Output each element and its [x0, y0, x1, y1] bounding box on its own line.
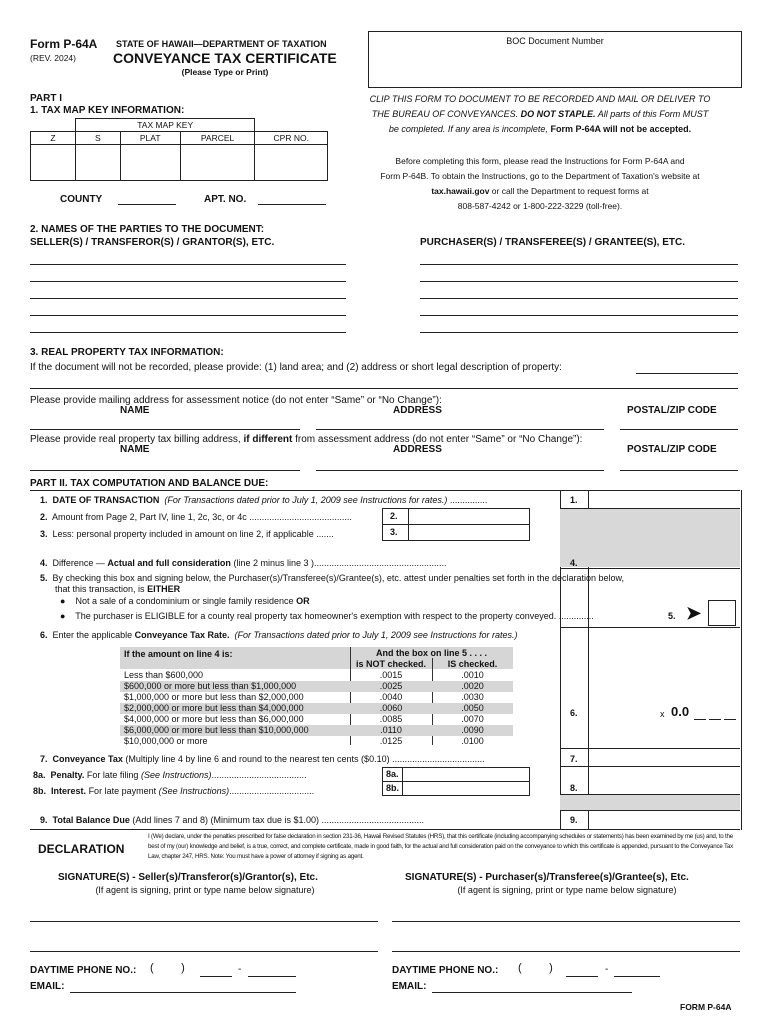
- rate-row: $1,000,000 or more but less than $2,000,000 .0040 .0030: [124, 692, 484, 702]
- form-title: CONVEYANCE TAX CERTIFICATE: [113, 50, 337, 66]
- line4-row: 4. Difference — Actual and full consideration (line 2 minus line 3 ).....................................................: [40, 558, 447, 568]
- tmk-col-parcel: PARCEL: [180, 132, 255, 145]
- seller-agent-note: (If agent is signing, print or type name below signature): [95, 885, 315, 895]
- billing-address-field[interactable]: [316, 470, 604, 471]
- clip-instruction-2: THE BUREAU OF CONVEYANCES. DO NOT STAPLE. All parts of this Form MUST: [371, 109, 709, 119]
- mailing-name-label: NAME: [120, 405, 150, 416]
- line8a-amount-field[interactable]: [402, 767, 530, 782]
- line1-rule: [560, 508, 740, 509]
- shaded-area-3: [560, 794, 740, 810]
- line6-multiply-sign: x: [660, 709, 665, 719]
- instructions-para-3: tax.hawaii.gov or call the Department to request forms at: [431, 186, 649, 196]
- line2-amount-field[interactable]: [408, 508, 530, 525]
- form-subtitle: (Please Type or Print): [181, 67, 269, 77]
- line7-num: 7.: [570, 754, 578, 764]
- rate-head-is-checked: IS checked.: [447, 659, 498, 669]
- declaration-text: I (We) declare, under the penalties prescribed for false declaration in section 231-36, Hawaii Revised Statutes (HRS), that this certificate (including accompanying schedules or statements) has been examined by me (us) and, to the best of my (our) knowledge and belief, is a true, correct, and complete certificate, made in good faith, for the actual and full consideration paid on the conveyance to which this certificate is appended, pursuant to the Conveyance Tax Law, chapter 247, HRS. Note: You must have a power of attorney if signing as agent.: [148, 833, 734, 860]
- purchaser-email-field[interactable]: [432, 992, 632, 993]
- tmk-plat-field[interactable]: [120, 145, 180, 181]
- line1-date-field[interactable]: [589, 491, 739, 507]
- line9-num: 9.: [570, 815, 578, 825]
- shaded-area-1: [560, 508, 740, 538]
- rpt-text: If the document will not be recorded, please provide: (1) land area; and (2) address or short legal description of property:: [30, 362, 562, 373]
- purchaser-email-label: EMAIL:: [392, 981, 427, 992]
- tmk-col-plat: PLAT: [120, 132, 180, 145]
- purchaser-line-3[interactable]: [420, 298, 738, 299]
- tmk-caption: TAX MAP KEY: [75, 119, 255, 132]
- mailing-name-field[interactable]: [30, 429, 300, 430]
- arrow-right-icon: ➤: [686, 603, 702, 623]
- tmk-col-s: S: [75, 132, 120, 145]
- line2-num-box: 2.: [382, 508, 410, 525]
- line7-rule: [560, 766, 740, 767]
- line1-row: 1. DATE OF TRANSACTION (For Transactions dated prior to July 1, 2009 see Instructions for rates.) ...............: [40, 495, 488, 505]
- line8b-num-box: 8b.: [382, 781, 404, 796]
- mailing-address-text: Please provide mailing address for assessment notice (do not enter “Same” or “No Change”):: [30, 395, 442, 406]
- rate-row: $2,000,000 or more but less than $4,000,000 .0060 .0050: [120, 703, 513, 714]
- line6-num: 6.: [570, 708, 578, 718]
- mailing-address-field[interactable]: [316, 429, 604, 430]
- billing-name-label: NAME: [120, 444, 150, 455]
- purchaser-phone-label: DAYTIME PHONE NO.:: [392, 965, 499, 976]
- seller-phone-label: DAYTIME PHONE NO.:: [30, 965, 137, 976]
- line8a-row: 8a. Penalty. For late filing (See Instructions)......................................: [33, 770, 307, 780]
- purchaser-line-4[interactable]: [420, 315, 738, 316]
- billing-address-label: ADDRESS: [393, 444, 442, 455]
- property-description-field-2[interactable]: [30, 388, 738, 389]
- clip-instruction-1: CLIP THIS FORM TO DOCUMENT TO BE RECORDED AND MAIL OR DELIVER TO: [369, 94, 711, 104]
- rate-row: $10,000,000 or more .0125 .0100: [124, 736, 484, 746]
- line3-amount-field[interactable]: [408, 524, 530, 541]
- purchaser-line-5[interactable]: [420, 332, 738, 333]
- rate-row: Less than $600,000 .0015 .0010: [124, 670, 484, 680]
- rate-row: $6,000,000 or more but less than $10,000,000 .0110 .0090: [120, 725, 513, 736]
- line5-checkbox[interactable]: [708, 600, 736, 626]
- seller-phone-dash: -: [238, 964, 242, 975]
- line5-num: 5.: [668, 611, 676, 621]
- purchaser-signature-line-2[interactable]: [392, 951, 740, 952]
- line6-row: 6. Enter the applicable Conveyance Tax Rate. (For Transactions dated prior to July 1, 2009 see Instructions for rates.): [40, 630, 518, 640]
- line3-num-box: 3.: [382, 524, 410, 541]
- mailing-zip-field[interactable]: [620, 429, 738, 430]
- line5-text-2: that this transaction, is EITHER: [55, 584, 181, 594]
- website-link[interactable]: tax.hawaii.gov: [431, 186, 490, 196]
- purchaser-signature-line-1[interactable]: [392, 921, 740, 922]
- line1-num: 1.: [570, 495, 578, 505]
- rate-head-box: And the box on line 5 . . . .: [375, 648, 487, 658]
- boc-label: BOC Document Number: [506, 36, 604, 46]
- line5-bullet-2: ● The purchaser is ELIGIBLE for a county real property tax homeowner's exemption with respect to the property conveyed. ..............: [60, 611, 594, 621]
- line4-num: 4.: [570, 558, 578, 568]
- seller-line-1[interactable]: [30, 264, 346, 265]
- bullet-icon: ●: [60, 611, 66, 621]
- rate-table: [120, 647, 513, 747]
- footer-form-id: FORM P-64A: [680, 1002, 732, 1012]
- tmk-col-z: Z: [31, 132, 76, 145]
- clip-instruction-3: be completed. If any area is incomplete, Form P-64A will not be accepted.: [388, 124, 692, 134]
- purchaser-signature-heading: SIGNATURE(S) - Purchaser(s)/Transferee(s)/Grantee(s), Etc.: [405, 872, 689, 883]
- instructions-phone: 808-587-4242 or 1-800-222-3229 (toll-free).: [457, 201, 623, 211]
- billing-name-field[interactable]: [30, 470, 300, 471]
- seller-phone-field[interactable]: ( ): [150, 962, 185, 974]
- purchaser-phone-dash: -: [605, 964, 609, 975]
- seller-line-3[interactable]: [30, 298, 346, 299]
- seller-signature-line-2[interactable]: [30, 951, 378, 952]
- seller-signature-heading: SIGNATURE(S) - Seller(s)/Transferor(s)/Grantor(s), Etc.: [58, 872, 318, 883]
- seller-email-field[interactable]: [70, 992, 296, 993]
- agency-name: STATE OF HAWAII—DEPARTMENT OF TAXATION: [116, 39, 327, 49]
- line6-blank-2: [709, 719, 721, 720]
- tax-map-key-table: [30, 118, 328, 181]
- line4-amount-field[interactable]: [589, 552, 739, 568]
- parties-heading: 2. NAMES OF THE PARTIES TO THE DOCUMENT:: [30, 224, 265, 235]
- boc-document-number-box[interactable]: [368, 31, 742, 88]
- line8-amount-field[interactable]: [589, 776, 739, 793]
- rate-head-not-checked: is NOT checked.: [355, 659, 427, 669]
- tmk-z-field[interactable]: [31, 145, 76, 181]
- billing-address-text: Please provide real property tax billing address, if different from assessment address (do not enter “Same” or “No Change”):: [30, 434, 583, 445]
- line4-rule: [560, 568, 740, 569]
- line6-blank-1: [694, 719, 706, 720]
- billing-zip-field[interactable]: [620, 470, 738, 471]
- instructions-para-1: Before completing this form, please read the Instructions for Form P-64A and: [395, 156, 685, 166]
- property-description-field-1[interactable]: [636, 373, 738, 374]
- declaration-heading: DECLARATION: [38, 842, 125, 856]
- line5-text-1: 5. By checking this box and signing below, the Purchaser(s)/Transferee(s)/Grantee(s), etc. attest under penalties set forth in the declaration below,: [40, 573, 624, 583]
- apt-label: APT. NO.: [204, 194, 247, 205]
- part2-bottom-rule: [30, 829, 740, 830]
- seller-signature-line-1[interactable]: [30, 921, 378, 922]
- seller-email-label: EMAIL:: [30, 981, 65, 992]
- line5-bullet-1: ● Not a sale of a condominium or single family residence OR: [60, 596, 310, 606]
- tmk-s-field[interactable]: [75, 145, 120, 181]
- mailing-zip-label: POSTAL/ZIP CODE: [627, 405, 717, 416]
- purchaser-agent-note: (If agent is signing, print or type name below signature): [457, 885, 677, 895]
- line7-row: 7. Conveyance Tax (Multiply line 4 by line 6 and round to the nearest ten cents ($0.10) .....................................: [40, 754, 485, 764]
- seller-line-5[interactable]: [30, 332, 346, 333]
- line9-amount-field[interactable]: [589, 811, 739, 829]
- purchaser-line-1[interactable]: [420, 264, 738, 265]
- seller-phone-prefix[interactable]: [200, 976, 232, 977]
- sellers-heading: SELLER(S) / TRANSFEROR(S) / GRANTOR(S), ETC.: [30, 237, 275, 248]
- tmk-cpr-field[interactable]: [255, 145, 328, 181]
- line8a-num-box: 8a.: [382, 767, 404, 782]
- line2-row: 2. Amount from Page 2, Part IV, line 1, 2c, 3c, or 4c .........................................: [40, 512, 352, 522]
- tmk-col-cpr: CPR NO.: [255, 132, 328, 145]
- apt-field[interactable]: [258, 204, 326, 205]
- form-id: Form P-64A: [30, 37, 98, 51]
- line6-blank-3: [724, 719, 736, 720]
- line5-rule: [560, 627, 740, 628]
- tmk-heading: 1. TAX MAP KEY INFORMATION:: [30, 105, 185, 116]
- rpt-heading: 3. REAL PROPERTY TAX INFORMATION:: [30, 347, 224, 358]
- county-label: COUNTY: [60, 194, 103, 205]
- purchaser-phone-prefix[interactable]: [566, 976, 598, 977]
- seller-line-2[interactable]: [30, 281, 346, 282]
- line7-amount-field[interactable]: [589, 749, 739, 765]
- seller-phone-line[interactable]: [248, 976, 296, 977]
- seller-line-4[interactable]: [30, 315, 346, 316]
- instructions-para-2: Form P-64B. To obtain the Instructions, go to the Department of Taxation's website at: [380, 171, 700, 181]
- part2-heading: PART II. TAX COMPUTATION AND BALANCE DUE:: [30, 478, 269, 489]
- rate-row: $600,000 or more but less than $1,000,000 .0025 .0020: [120, 681, 513, 692]
- rate-head-amount: If the amount on line 4 is:: [124, 649, 233, 659]
- line8-rule: [560, 794, 740, 795]
- tmk-parcel-field[interactable]: [180, 145, 255, 181]
- line8-num: 8.: [570, 783, 578, 793]
- rate-row: $4,000,000 or more but less than $6,000,000 .0085 .0070: [124, 714, 484, 724]
- line9-row: 9. Total Balance Due (Add lines 7 and 8) (Minimum tax due is $1.00) .........................................: [40, 815, 425, 825]
- line6-rate-value[interactable]: 0.0: [671, 704, 690, 719]
- line8b-row: 8b. Interest. For late payment (See Instructions)..................................: [33, 786, 315, 796]
- part1-label: PART I: [30, 93, 63, 104]
- line8b-amount-field[interactable]: [402, 781, 530, 796]
- bullet-icon: ●: [60, 596, 66, 606]
- purchasers-heading: PURCHASER(S) / TRANSFEREE(S) / GRANTEE(S), ETC.: [420, 237, 686, 248]
- purchaser-phone-field[interactable]: ( ): [518, 962, 553, 974]
- purchaser-phone-line[interactable]: [614, 976, 660, 977]
- purchaser-line-2[interactable]: [420, 281, 738, 282]
- revision: (REV. 2024): [30, 53, 76, 63]
- county-field[interactable]: [118, 204, 176, 205]
- mailing-address-label: ADDRESS: [393, 405, 442, 416]
- billing-zip-label: POSTAL/ZIP CODE: [627, 444, 717, 455]
- line3-row: 3. Less: personal property included in amount on line 2, if applicable .......: [40, 529, 334, 539]
